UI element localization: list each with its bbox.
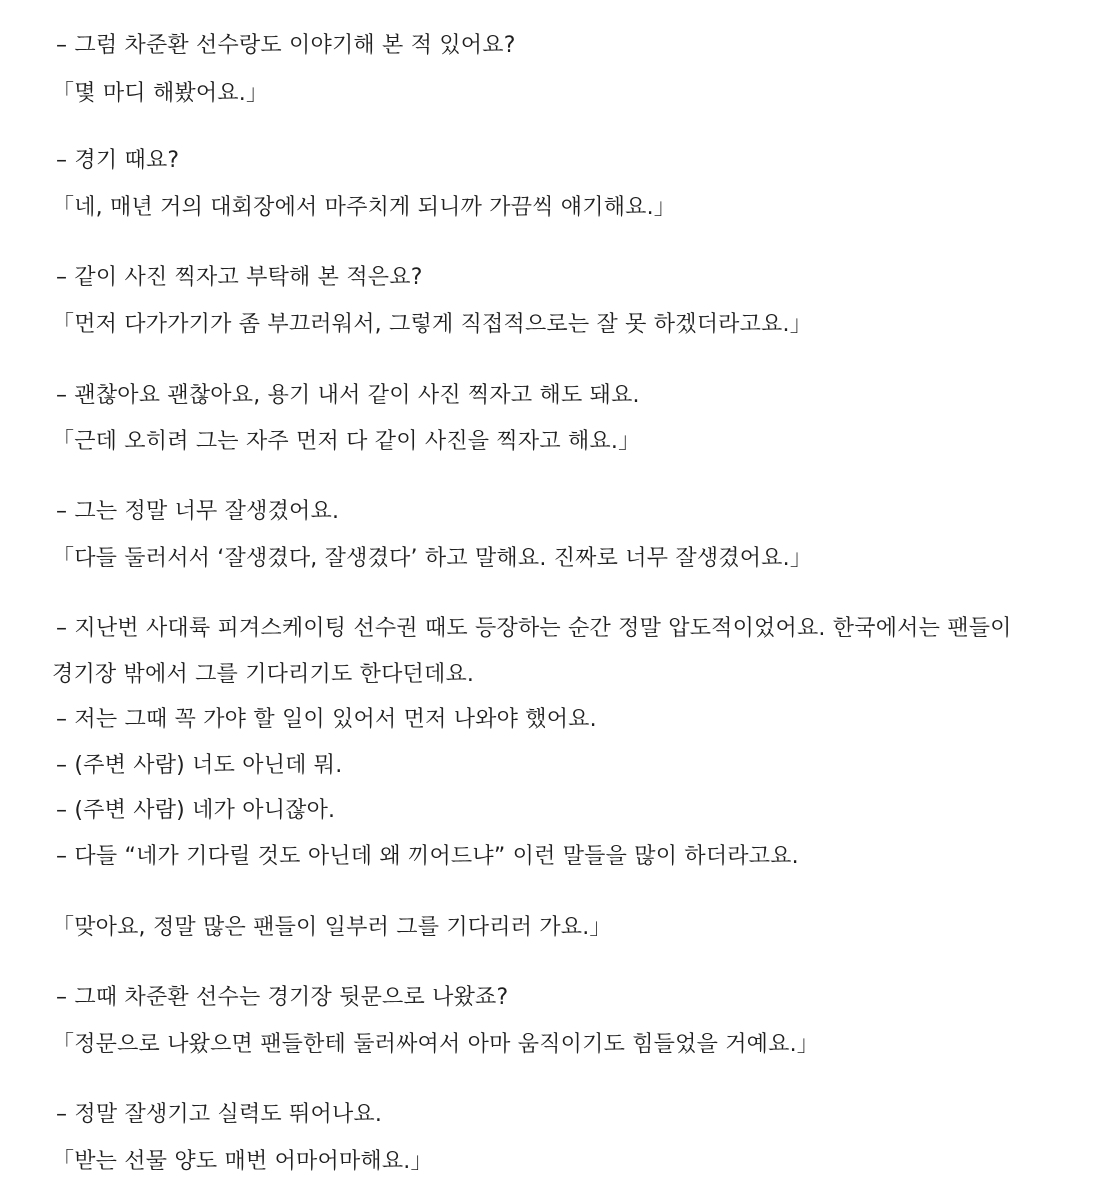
answer-line: 「맞아요, 정말 많은 팬들이 일부러 그를 기다리러 가요.」 xyxy=(52,915,612,940)
question-line: – 경기 때요? xyxy=(56,148,180,173)
question-line: – 그때 차준환 선수는 경기장 뒷문으로 나왔죠? xyxy=(56,985,509,1010)
question-line: – 다들 “네가 기다릴 것도 아닌데 왜 끼어드냐” 이런 말들을 많이 하더라고요. xyxy=(56,844,799,869)
question-line: – 저는 그때 꼭 가야 할 일이 있어서 먼저 나와야 했어요. xyxy=(56,707,597,732)
answer-line: 「몇 마디 해봤어요.」 xyxy=(52,81,269,106)
answer-line: 「네, 매년 거의 대회장에서 마주치게 되니까 가끔씩 얘기해요.」 xyxy=(52,195,676,220)
question-line: – 같이 사진 찍자고 부탁해 본 적은요? xyxy=(56,265,423,290)
question-continuation-line: 경기장 밖에서 그를 기다리기도 한다던데요. xyxy=(52,662,475,687)
question-line: – 괜찮아요 괜찮아요, 용기 내서 같이 사진 찍자고 해도 돼요. xyxy=(56,383,640,408)
question-line: – 그럼 차준환 선수랑도 이야기해 본 적 있어요? xyxy=(56,33,516,58)
answer-line: 「먼저 다가가기가 좀 부끄러워서, 그렇게 직접적으로는 잘 못 하겠더라고요.」 xyxy=(52,312,812,337)
question-line: – 지난번 사대륙 피겨스케이팅 선수권 때도 등장하는 순간 정말 압도적이었어요. 한국에서는 팬들이 xyxy=(56,616,1012,641)
answer-line: 「받는 선물 양도 매번 어마어마해요.」 xyxy=(52,1149,433,1174)
question-line: – 그는 정말 너무 잘생겼어요. xyxy=(56,499,340,524)
answer-line: 「다들 둘러서서 ‘잘생겼다, 잘생겼다’ 하고 말해요. 진짜로 너무 잘생겼어요.」 xyxy=(52,546,813,571)
answer-line: 「근데 오히려 그는 자주 먼저 다 같이 사진을 찍자고 해요.」 xyxy=(52,429,641,454)
question-line: – (주변 사람) 너도 아닌데 뭐. xyxy=(56,753,343,778)
answer-line: 「정문으로 나왔으면 팬들한테 둘러싸여서 아마 움직이기도 힘들었을 거예요.」 xyxy=(52,1032,819,1057)
question-line: – 정말 잘생기고 실력도 뛰어나요. xyxy=(56,1102,383,1127)
question-line: – (주변 사람) 네가 아니잖아. xyxy=(56,798,336,823)
